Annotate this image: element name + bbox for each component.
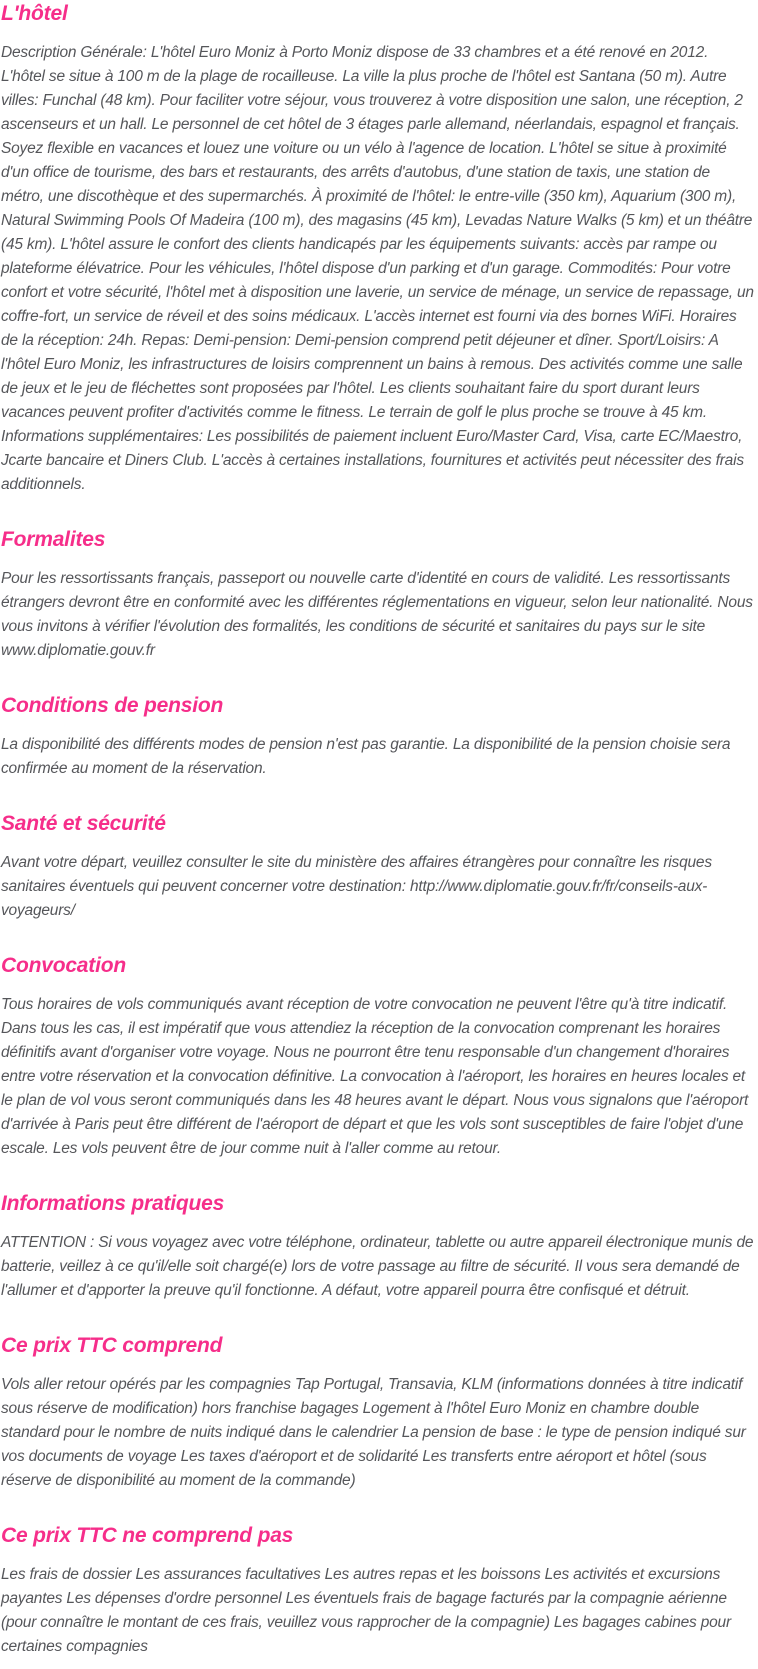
section-hotel (1, 1, 756, 497)
paragraph-ce-prix-ttc-ne-comprend-pas: Les frais de dossier Les assurances facultatives Les autres repas et les boissons Les activités et excursions payantes Les dépenses d'ordre personnel Les éventuels frais de bagage facturés par la compagnie aérienne (pour connaître le montant de ces frais, veuillez vous rapprocher de la compagnie) Les bagages cabines pour certaines compagnies (1, 1566, 731, 1655)
paragraph-formalites: Pour les ressortissants français, passeport ou nouvelle carte d'identité en cours de validité. Les ressortissants étrangers devront être en conformité avec les différentes réglementations en vigueur, selon leur nationalité. Nous vous invitons à vérifier l'évolution des formalités, les conditions de sécurité et sanitaires du pays sur le site www.diplomatie.gouv.fr (1, 570, 753, 659)
paragraph-convocation: Tous horaires de vols communiqués avant réception de votre convocation ne peuvent l'être qu'à titre indicatif. Dans tous les cas, il est impératif que vous attendiez la réception de la convocation comprenant les horaires définitifs avant d'organiser votre voyage. Nous ne pourront être tenu responsable d'un changement d'horaires entre votre réservation et la convocation définitive. La convocation à l'aéroport, les horaires en heures locales et le plan de vol vous seront communiqués dans les 48 heures avant le départ. Nous vous signalons que l'aéroport d'arrivée à Paris peut être différent de l'aéroport de départ et que les vols sont susceptibles de faire l'objet d'une escale. Les vols peuvent être de jour comme nuit à l'aller comme au retour. (1, 996, 749, 1157)
section-ce-prix-ttc-ne-comprend-pas (1, 1523, 756, 1659)
section-conditions-de-pension (1, 693, 756, 781)
heading-ce-prix-ttc-comprend: Ce prix TTC comprend (1, 1334, 223, 1357)
section-ce-prix-ttc-comprend (1, 1333, 756, 1493)
paragraph-conditions-de-pension: La disponibilité des différents modes de pension n'est pas garantie. La disponibilité de la pension choisie sera confirmée au moment de la réservation. (1, 736, 731, 777)
heading-formalites: Formalites (1, 528, 106, 551)
section-sante-et-securite (1, 811, 756, 923)
paragraph-hotel-description: Description Générale: L'hôtel Euro Moniz à Porto Moniz dispose de 33 chambres et a été renové en 2012. L'hôtel se situe à 100 m de la plage de rocailleuse. La ville la plus proche de l'hôtel est Santana (50 m). Autre villes: Funchal (48 km). Pour faciliter votre séjour, vous trouverez à votre disposition une salon, une réception, 2 ascenseurs et un hall. Le personnel de cet hôtel de 3 étages parle allemand, néerlandais, espagnol et français. Soyez flexible en vacances et louez une voiture ou un vélo à l'agence de location. L'hôtel se situe à proximité d'un office de tourisme, des bars et restaurants, des arrêts d'autobus, d'une station de taxis, une station de métro, une discothèque et des supermarchés. À proximité de l'hôtel: le entre-ville (350 km), Aquarium (300 m), Natural Swimming Pools Of Madeira (100 m), des magasins (45 km), Levadas Nature Walks (5 km) et un théâtre (45 km). L'hôtel assure le confort des clients handicapés par les équipements suivants: accès par rampe ou plateforme élévatrice. Pour les véhicules, l'hôtel dispose d'un parking et d'un garage. Commodités: Pour votre confort et votre sécurité, l'hôtel met à disposition une laverie, un service de ménage, un service de repassage, un coffre-fort, un service de réveil et des soins médicaux. L'accès internet est fourni via des bornes WiFi. Horaires de la réception: 24h. Repas: Demi-pension: Demi-pension comprend petit déjeuner et dîner. Sport/Loisirs: A l'hôtel Euro Moniz, les infrastructures de loisirs comprennent un bains à remous. Des activités comme une salle de jeux et le jeu de fléchettes sont proposées par l'hôtel. Les clients souhaitant faire du sport durant leurs vacances peuvent profiter d'activités comme le fitness. Le terrain de golf le plus proche se trouve à 45 km. Informations supplémentaires: Les possibilités de paiement incluent Euro/Master Card, Visa, carte EC/Maestro, Jcarte bancaire et Diners Club. L'accès à certaines installations, fournitures et activités peut nécessiter des frais additionnels. (1, 44, 754, 493)
paragraph-informations-pratiques: ATTENTION : Si vous voyagez avec votre téléphone, ordinateur, tablette ou autre appareil électronique munis de batterie, veillez à ce qu'il/elle soit chargé(e) lors de votre passage au filtre de sécurité. Il vous sera demandé de l'allumer et d'apporter la preuve qu'il fonctionne. A défaut, votre appareil pourra être confisqué et détruit. (1, 1234, 754, 1299)
paragraph-ce-prix-ttc-comprend: Vols aller retour opérés par les compagnies Tap Portugal, Transavia, KLM (informations données à titre indicatif sous réserve de modification) hors franchise bagages Logement à l'hôtel Euro Moniz en chambre double standard pour le nombre de nuits indiqué dans le calendrier La pension de base : le type de pension indiqué sur vos documents de voyage Les taxes d'aéroport et de solidarité Les transferts entre aéroport et hôtel (sous réserve de disponibilité au moment de la commande) (1, 1376, 746, 1489)
paragraph-sante-et-securite: Avant votre départ, veuillez consulter le site du ministère des affaires étrangères pour connaître les risques sanitaires éventuels qui peuvent concerner votre destination: http://www.diplomatie.gouv.fr/fr/conseils-aux-voyageurs/ (1, 854, 712, 919)
section-convocation (1, 953, 756, 1161)
section-formalites (1, 527, 756, 663)
heading-conditions-de-pension: Conditions de pension (1, 694, 224, 717)
heading-sante-et-securite: Santé et sécurité (1, 812, 166, 835)
section-informations-pratiques (1, 1191, 756, 1303)
travel-document (1, 1, 756, 1659)
heading-informations-pratiques: Informations pratiques (1, 1192, 225, 1215)
heading-hotel: L'hôtel (1, 2, 68, 25)
heading-ce-prix-ttc-ne-comprend-pas: Ce prix TTC ne comprend pas (1, 1524, 294, 1547)
heading-convocation: Convocation (1, 954, 126, 977)
